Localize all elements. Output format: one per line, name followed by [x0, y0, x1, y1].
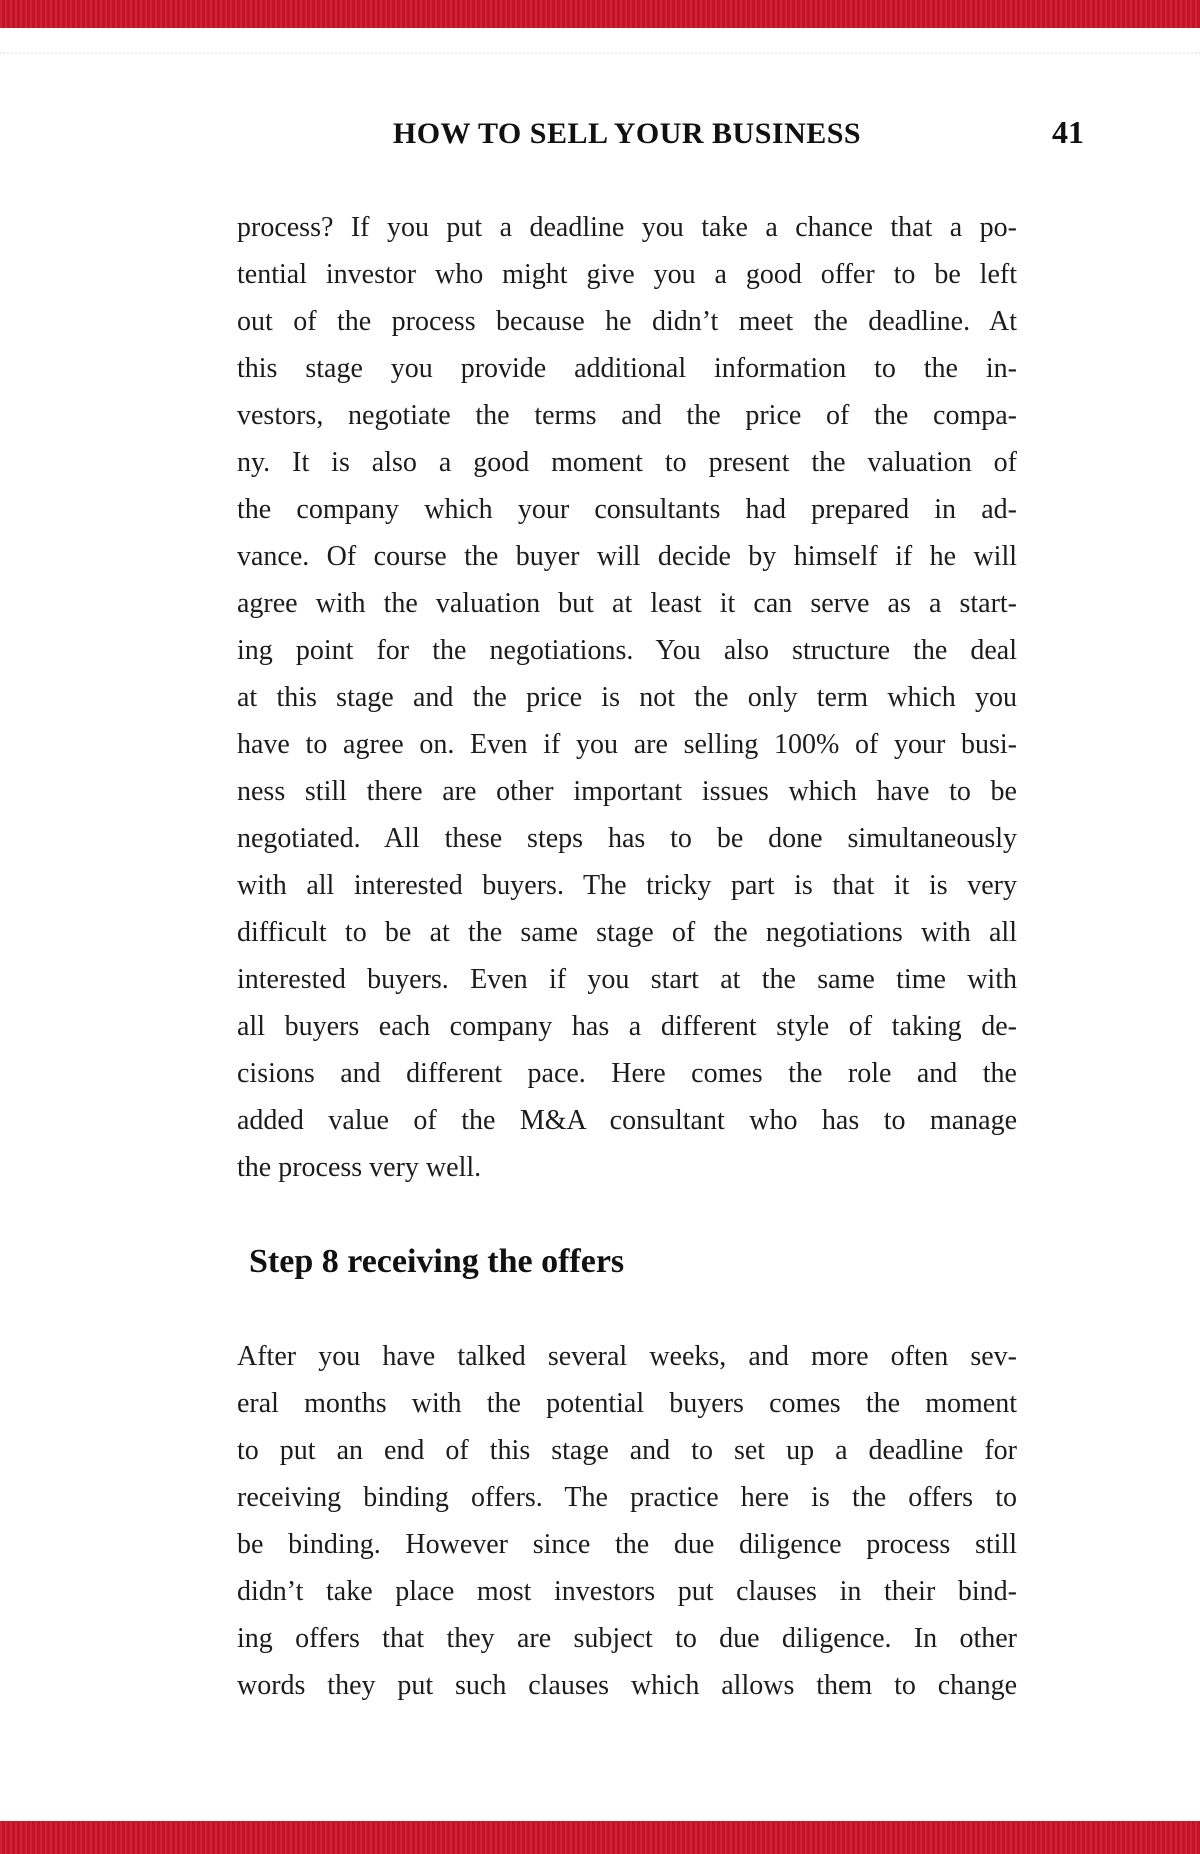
text-line: all buyers each company has a different style of taking de- — [237, 1011, 1017, 1042]
top-red-bar — [0, 0, 1200, 28]
section-heading: Step 8 receiving the offers — [249, 1243, 625, 1280]
text-line: agree with the valuation but at least it can serve as a start- — [237, 588, 1017, 619]
text-line: be binding. However since the due diligence process still — [237, 1529, 1017, 1560]
running-header-title: HOW TO SELL YOUR BUSINESS — [392, 117, 862, 150]
text-line: ny. It is also a good moment to present the valuation of — [237, 447, 1017, 478]
text-line: added value of the M&A consultant who has to manage — [237, 1105, 1017, 1136]
text-line: at this stage and the price is not the only term which you — [237, 682, 1017, 713]
text-line: receiving binding offers. The practice here is the offers to — [237, 1482, 1017, 1513]
text-line: After you have talked several weeks, and more often sev- — [237, 1341, 1017, 1372]
text-line: the process very well. — [237, 1152, 482, 1183]
text-line: process? If you put a deadline you take a chance that a po- — [237, 212, 1017, 243]
paragraph-1 — [237, 204, 1017, 1191]
text-line: interested buyers. Even if you start at the same time with — [237, 964, 1017, 995]
text-line: ness still there are other important issues which have to be — [237, 776, 1017, 807]
text-line: tential investor who might give you a good offer to be left — [237, 259, 1017, 290]
text-line: with all interested buyers. The tricky part is that it is very — [237, 870, 1017, 901]
text-line: the company which your consultants had prepared in ad- — [237, 494, 1017, 525]
text-line: to put an end of this stage and to set up a deadline for — [237, 1435, 1017, 1466]
text-line: this stage you provide additional information to the in- — [237, 353, 1017, 384]
text-line: vestors, negotiate the terms and the price of the compa- — [237, 400, 1017, 431]
text-line: eral months with the potential buyers comes the moment — [237, 1388, 1017, 1419]
text-line: have to agree on. Even if you are selling 100% of your busi- — [237, 729, 1017, 760]
paragraph-2 — [237, 1333, 1017, 1709]
text-line: vance. Of course the buyer will decide by himself if he will — [237, 541, 1017, 572]
text-line: negotiated. All these steps has to be done simultaneously — [237, 823, 1017, 854]
bottom-red-bar — [0, 1821, 1200, 1854]
page-number: 41 — [1052, 114, 1084, 150]
text-line: words they put such clauses which allows them to change — [237, 1670, 1017, 1701]
text-line: ing offers that they are subject to due diligence. In other — [237, 1623, 1017, 1654]
scan-artifact-line — [0, 52, 1200, 54]
text-line: didn’t take place most investors put clauses in their bind- — [237, 1576, 1017, 1607]
text-line: out of the process because he didn’t meet the deadline. At — [237, 306, 1017, 337]
text-line: cisions and different pace. Here comes the role and the — [237, 1058, 1017, 1089]
text-line: difficult to be at the same stage of the negotiations with all — [237, 917, 1017, 948]
text-line: ing point for the negotiations. You also structure the deal — [237, 635, 1017, 666]
